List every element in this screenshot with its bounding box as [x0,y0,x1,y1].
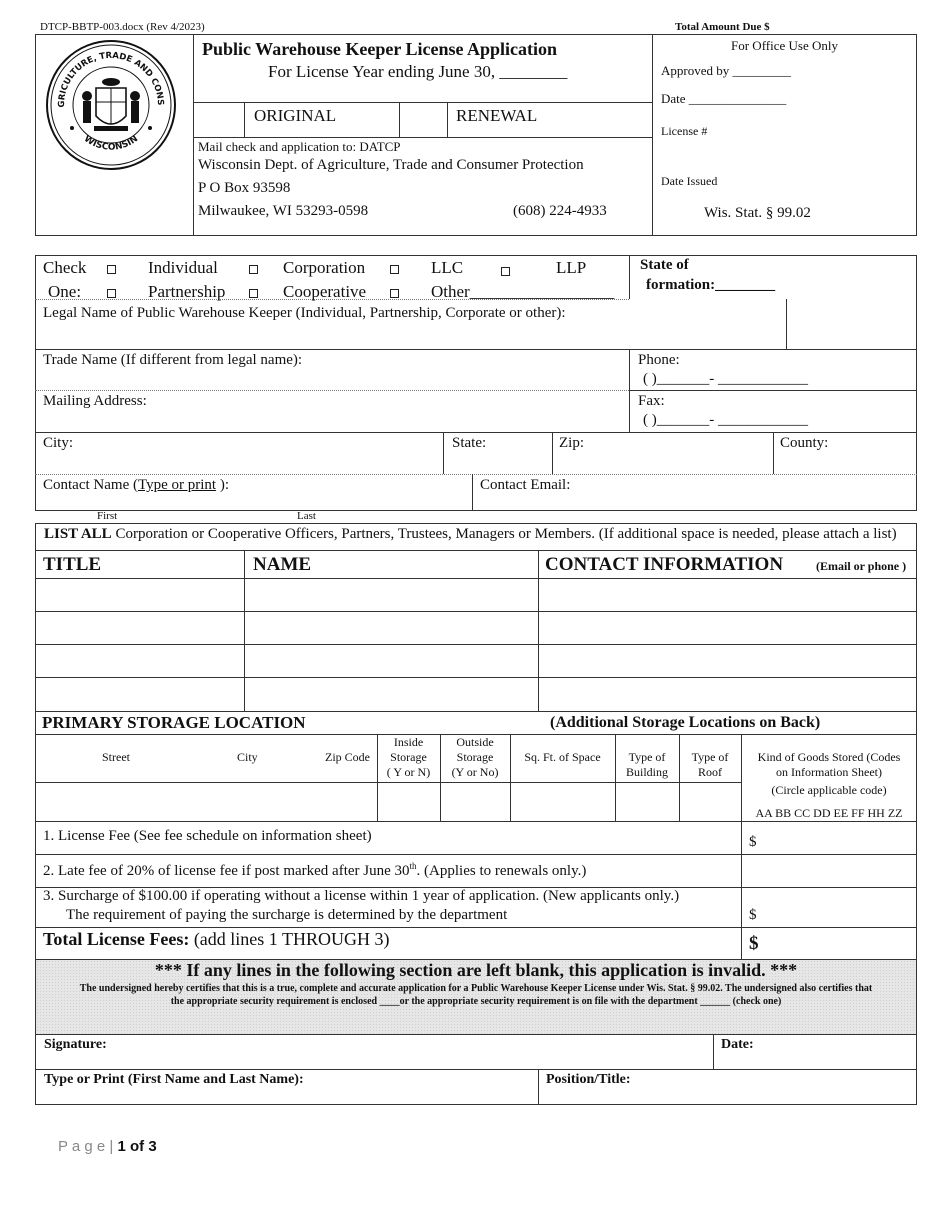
storage-address-input[interactable] [36,783,376,820]
officer-row-1-title[interactable] [36,579,244,610]
position-title-field[interactable]: Position/Title: [546,1072,631,1087]
surcharge-label: 3. Surcharge of $100.00 if operating without a license within 1 year of application. (New applicants only.) [43,888,680,904]
building-type-header: Type of Building [625,750,668,779]
officer-row-4-name[interactable] [245,678,537,710]
storage-street-header: Street [102,750,130,764]
office-use-title: For Office Use Only [731,38,838,53]
mail-agency: Wisconsin Dept. of Agriculture, Trade and Consumer Protection [198,157,584,173]
roof-type-input[interactable] [680,783,740,820]
legal-name-field[interactable]: Legal Name of Public Warehouse Keeper (Individual, Partnership, Corporate or other): [43,305,566,321]
sqft-header: Sq. Ft. of Space [524,750,601,764]
officer-row-3-contact[interactable] [539,645,916,676]
seal-text-bottom: WISCONSIN [81,134,141,153]
officer-row-2-title[interactable] [36,612,244,643]
storage-additional-note: (Additional Storage Locations on Back) [550,714,821,731]
total-fees-label: Total License Fees: (add lines 1 THROUGH 3) [43,929,390,949]
phone-label: Phone: [638,352,680,368]
invalid-warning: *** If any lines in the following section are left blank, this application is invalid. *** [154,960,798,980]
trade-name-field[interactable]: Trade Name (If different from legal name): [43,352,303,368]
fax-label: Fax: [638,393,665,409]
building-type-input[interactable] [616,783,678,820]
page-number: P a g e | 1 of 3 [58,1138,157,1155]
officer-row-2-name[interactable] [245,612,537,643]
llp-checkbox[interactable] [501,267,510,276]
state-of-label: State of [640,257,689,273]
circle-code-note: (Circle applicable code) [771,783,887,797]
corporation-label: Corporation [283,258,366,277]
storage-heading: PRIMARY STORAGE LOCATION [42,713,306,732]
statute: Wis. Stat. § 99.02 [704,205,811,221]
partnership-label: Partnership [148,282,226,301]
date-issued: Date Issued [661,174,718,188]
roof-type-header: Type of Roof [691,750,729,779]
signature-field[interactable]: Signature: [44,1037,107,1052]
storage-zip-header: Zip Code [325,750,370,764]
officer-row-4-title[interactable] [36,678,244,710]
license-fee-label: 1. License Fee (See fee schedule on information sheet) [43,828,372,844]
mail-city: Milwaukee, WI 53293-0598 [198,203,369,219]
llc-label: LLC [431,258,464,277]
late-fee-amount[interactable] [742,855,916,886]
contact-email-field[interactable]: Contact Email: [480,477,571,493]
inside-storage-header: Inside Storage ( Y or N) [386,735,431,779]
late-fee-label: 2. Late fee of 20% of license fee if post marked after June 30th. (Applies to renewals only.) [43,861,587,879]
original-option[interactable]: ORIGINAL [254,106,337,125]
mail-po-box: P O Box 93598 [198,180,291,196]
svg-text:DEPARTMENT OF AGRICULTURE, TRA [44,36,165,108]
cooperative-label: Cooperative [283,282,367,301]
svg-text:WISCONSIN [82,134,140,153]
officer-row-3-title[interactable] [36,645,244,676]
officer-row-4-contact[interactable] [539,678,916,710]
agency-phone: (608) 224-4933 [513,203,607,219]
corporation-checkbox[interactable] [249,265,258,274]
officers-instructions: LIST ALL Corporation or Cooperative Officers, Partners, Trustees, Managers or Members. (If additional space is needed, please attach a list) [44,526,897,542]
zip-field[interactable]: Zip: [559,435,584,451]
last-name-hint: Last [297,510,316,522]
first-name-hint: First [97,510,118,522]
fax-field[interactable]: ( )_______- ____________ [643,412,808,428]
sqft-input[interactable] [511,783,614,820]
officer-row-2-contact[interactable] [539,612,916,643]
seal-text-top: GRICULTURE, TRADE AND CONS [56,50,166,108]
approved-by: Approved by _________ [661,63,791,78]
col-contact-header: CONTACT INFORMATION [545,554,784,575]
officer-row-1-contact[interactable] [539,579,916,610]
certification-text-2: the appropriate security requirement is enclosed ____or the appropriate security requirement is on file with the department ______ (check one) [170,996,782,1007]
col-name-header: NAME [253,554,312,575]
goods-header: Kind of Goods Stored (Codes on Information Sheet) [757,750,901,779]
col-contact-note: (Email or phone ) [816,559,907,573]
individual-label: Individual [148,258,218,277]
one-label: One: [48,282,82,301]
surcharge-amount[interactable]: $ [749,907,757,923]
license-fee-amount[interactable]: $ [749,834,757,850]
partnership-checkbox[interactable] [107,289,116,298]
outside-storage-input[interactable] [441,783,509,820]
mail-instructions: Mail check and application to: DATCP [198,139,401,154]
officer-row-1-name[interactable] [245,579,537,610]
officer-row-3-name[interactable] [245,645,537,676]
goods-codes[interactable]: AA BB CC DD EE FF HH ZZ [755,806,903,820]
other-label[interactable]: Other_________________ [431,282,615,301]
certification-text-1: The undersigned hereby certifies that this is a true, complete and accurate application for a Public Warehouse Keeper License under Wis. Stat. § 99.02. The undersigned also certifies that [79,983,873,994]
license-year: For License Year ending June 30, ________ [268,62,568,81]
col-title-header: TITLE [43,554,102,575]
license-number: License # [661,124,708,138]
signature-date-field[interactable]: Date: [721,1037,754,1052]
state-formation-field[interactable]: formation:________ [646,277,776,293]
surcharge-note: The requirement of paying the surcharge is determined by the department [66,907,508,923]
form-title: Public Warehouse Keeper License Application [202,39,558,59]
mailing-address-field[interactable]: Mailing Address: [43,393,147,409]
cooperative-checkbox[interactable] [249,289,258,298]
total-fees-amount[interactable]: $ [749,933,759,954]
printed-name-field[interactable]: Type or Print (First Name and Last Name): [44,1072,304,1087]
state-field[interactable]: State: [452,435,487,451]
check-label: Check [43,258,87,277]
county-field[interactable]: County: [780,435,829,451]
outside-storage-header: Outside Storage (Y or No) [451,735,499,779]
contact-name-field[interactable]: Contact Name (Type or print ): [43,477,229,493]
renewal-option[interactable]: RENEWAL [456,106,538,125]
llc-checkbox[interactable] [390,265,399,274]
document-id: DTCP-BBTP-003.docx (Rev 4/2023) [40,21,205,33]
storage-city-header: City [237,750,258,764]
datcp-seal [44,36,178,174]
inside-storage-input[interactable] [378,783,439,820]
phone-field[interactable]: ( )_______- ____________ [643,371,808,387]
total-amount-due: Total Amount Due $ [675,21,770,33]
other-checkbox[interactable] [390,289,399,298]
city-field[interactable]: City: [43,435,74,451]
llp-label: LLP [556,258,587,277]
individual-checkbox[interactable] [107,265,116,274]
office-date: Date _______________ [661,91,787,106]
